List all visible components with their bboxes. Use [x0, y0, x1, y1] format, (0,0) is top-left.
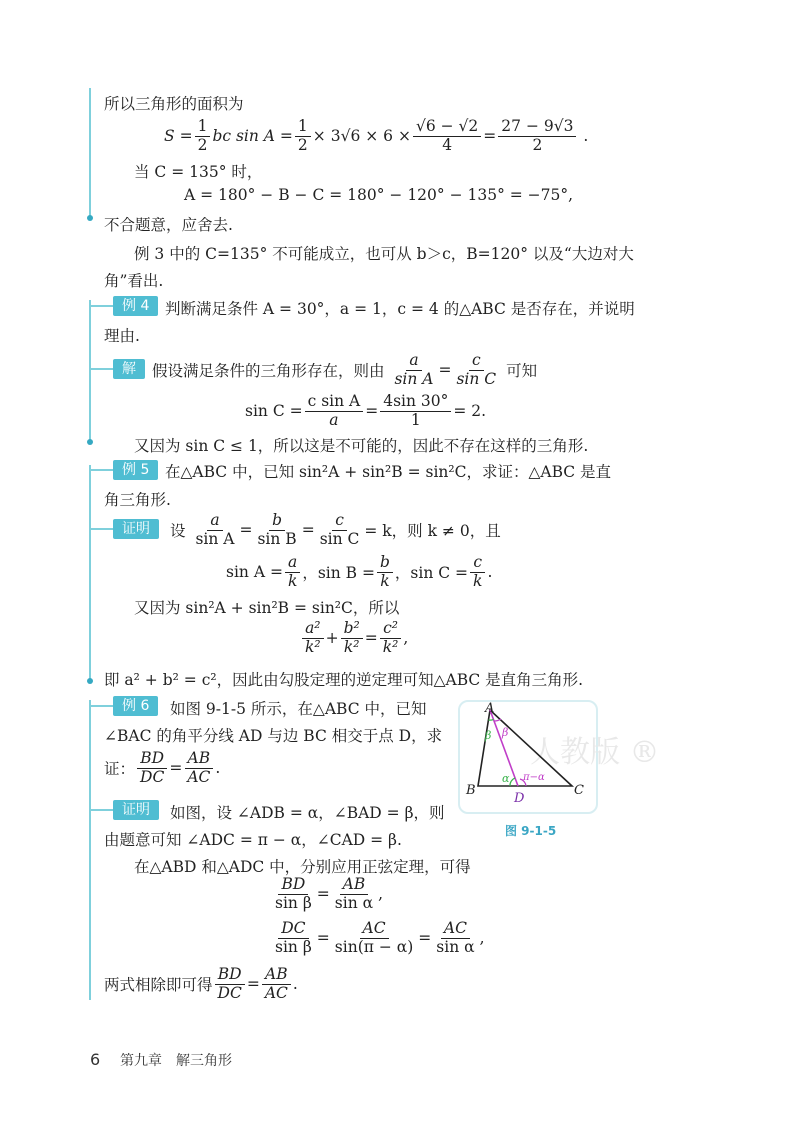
proof-formula: $\frac{DC}{\text{sin β}}$ = $\frac{AC}{\sin(\pi - \alpha)}$ = $\frac{AC}{\text{sin α}}$ ,: [270, 920, 485, 957]
denominator: sin β: [275, 893, 312, 912]
proof-formula: $\frac{\text{a²}}{\text{k²}}$ + $\frac{\text{b²}}{\text{k²}}$ = $\frac{\text{c²}}{\text{k²}}$ ,: [300, 620, 408, 657]
fraction: [302, 620, 324, 657]
fraction: [184, 750, 213, 787]
numerator: b: [269, 512, 285, 531]
question-formula: 证： $\frac{BD}{DC}$ = $\frac{AB}{AC}$ .: [104, 749, 221, 786]
text-line: 如图，设 ∠ADB = α，∠BAD = β，则: [170, 804, 445, 822]
formula-part: × 3: [312, 127, 341, 146]
numerator: c sin A: [305, 393, 364, 412]
denominator: sin α: [436, 937, 475, 956]
figure-9-1-5: [458, 700, 660, 814]
denominator: 2: [532, 135, 543, 154]
text-line: 在△ABC 中，已知 sin²A + sin²B = sin²C，求证：△ABC 是直: [165, 463, 612, 481]
text-line: 由题意可知 ∠ADC = π − α，∠CAD = β.: [104, 831, 402, 849]
tag-connector: [91, 305, 113, 307]
text: ，sin C =: [394, 564, 469, 583]
formula-part: × 6 ×: [365, 127, 411, 146]
fraction: [380, 620, 402, 657]
fraction: [391, 352, 436, 389]
numerator: AB: [340, 876, 369, 895]
numerator: c²: [380, 620, 401, 639]
text-line: 又因为 sin C ≤ 1，所以这是不可能的，因此不存在这样的三角形.: [134, 437, 589, 455]
fraction: [254, 512, 299, 549]
formula-part: =: [483, 127, 497, 146]
triangle-diagram: [460, 701, 660, 812]
numerator: AB: [262, 966, 291, 985]
margin-dot: [87, 678, 93, 684]
denominator: k: [380, 571, 390, 590]
text-line: 在△ABD 和△ADC 中，分别应用正弦定理，可得: [134, 858, 471, 876]
numerator: √6 − √2: [413, 118, 481, 137]
denominator: k²: [382, 637, 399, 656]
text-line: 如图 9-1-5 所示，在△ABC 中，已知: [170, 700, 427, 718]
denominator: sin(π − α): [334, 937, 414, 956]
vertex-c-label: C: [574, 783, 584, 798]
angle-alpha-label: α: [502, 772, 510, 785]
text-line: 理由.: [104, 327, 140, 345]
fraction: [215, 966, 245, 1003]
solution-line: 假设满足条件的三角形存在，则由 $\frac{a}{\text{sin A}}$ = $\frac{c}{\text{sin C}}$ 可知: [152, 351, 538, 388]
angle-beta-label: β: [485, 729, 492, 742]
conclusion-line: 两式相除即可得 $\frac{BD}{DC}$ = $\frac{AB}{AC}$ .: [104, 965, 298, 1002]
denominator: AC: [187, 767, 211, 786]
numerator: c: [470, 554, 485, 573]
vertex-a-label: A: [485, 701, 495, 716]
text: 假设满足条件的三角形存在，则由: [152, 362, 385, 381]
watermark: 人教版 ®: [530, 735, 660, 770]
formula-part: S: [164, 127, 175, 146]
example-6-tag: 例 6: [113, 696, 158, 716]
margin-line-ex5: [89, 465, 91, 681]
numerator: a: [406, 352, 421, 371]
denominator: 4: [442, 135, 453, 154]
proof-formula: sin A = $\frac{a}{k}$ ，sin B = $\frac{b}{k}$ ，sin C = $\frac{c}{k}$ .: [226, 553, 493, 590]
numerator: AC: [441, 920, 470, 939]
numerator: a: [207, 512, 222, 531]
text-line: 不合题意，应舍去.: [104, 216, 233, 234]
text-line: 例 3 中的 C=135° 不可能成立，也可从 b＞c，B=120° 以及“大边对大: [134, 245, 634, 263]
margin-line-top: [89, 88, 91, 218]
denominator: AC: [264, 983, 288, 1002]
denominator: k²: [305, 637, 321, 656]
proof-formula: $\frac{BD}{\text{sin β}}$ = $\frac{AB}{\text{sin α}}$ ,: [270, 876, 383, 913]
solution-formula: sin C = $\frac{\text{c sin A}}{a}$ = $\frac{4\sin 30^\circ}{1}$ = 2.: [245, 392, 487, 429]
fraction: [285, 554, 300, 591]
numerator: BD: [215, 966, 245, 985]
numerator: BD: [137, 750, 167, 769]
angle-beta-label: β: [502, 726, 509, 739]
fraction: [433, 920, 477, 957]
denominator: a: [329, 410, 339, 429]
fraction: [341, 620, 363, 657]
fraction: [413, 118, 481, 155]
fraction: [262, 966, 291, 1003]
text-line: 角”看出.: [104, 272, 164, 290]
denominator: k²: [343, 637, 360, 656]
text: 设: [170, 522, 186, 541]
angle-arc-beta: [489, 720, 494, 721]
fraction: [332, 920, 416, 957]
text: = 2.: [453, 402, 487, 421]
denominator: k: [473, 571, 483, 590]
fraction: [332, 876, 376, 913]
numerator: c: [332, 512, 347, 531]
denominator: DC: [217, 983, 242, 1002]
page-number: 6: [90, 1050, 101, 1069]
fraction: [305, 393, 364, 430]
numerator: DC: [278, 920, 308, 939]
chapter-title: 第九章 解三角形: [120, 1053, 232, 1069]
text: 两式相除即可得: [104, 976, 213, 995]
denominator: sin A: [195, 529, 235, 548]
numerator: 1: [195, 118, 211, 137]
area-formula: S = $\frac{1}{2}$ bc sin A = $\frac{1}{2}$ × 3 √6 × 6 × $\frac{√6 - √2}{4}$ = $\frac{27 - 9√3}{2}$ .: [164, 117, 589, 154]
denominator: 2: [197, 135, 208, 154]
margin-line-ex4: [89, 300, 91, 442]
margin-dot: [87, 439, 93, 445]
fraction: [195, 118, 211, 155]
text-line: ∠BAC 的角平分线 AD 与边 BC 相交于点 D，求: [104, 727, 443, 745]
fraction: [295, 118, 311, 155]
fraction: [380, 393, 451, 430]
text: = k，则 k ≠ 0，且: [364, 522, 501, 541]
formula-part: bc sin A: [212, 127, 275, 146]
numerator: AB: [185, 750, 214, 769]
denominator: sin β: [275, 937, 312, 956]
text: sin C =: [245, 402, 303, 421]
text: 可知: [506, 362, 538, 381]
denominator: sin B: [257, 529, 297, 548]
margin-line-ex6: [89, 700, 91, 1000]
text-line: A = 180° − B − C = 180° − 120° − 135° = −75°,: [184, 186, 574, 204]
denominator: sin C: [319, 529, 360, 548]
formula-part: √6: [340, 127, 361, 146]
text-line: 所以三角形的面积为: [104, 95, 244, 113]
proof-tag: 证明: [113, 519, 159, 539]
tag-connector: [91, 809, 113, 811]
solution-tag: 解: [113, 359, 145, 379]
fraction: [317, 512, 363, 549]
denominator: sin A: [394, 369, 434, 388]
numerator: 27 − 9√3: [498, 118, 576, 137]
text: 证：: [104, 760, 136, 779]
fraction: [470, 554, 485, 591]
vertex-b-label: B: [466, 783, 476, 798]
numerator: 4sin 30°: [380, 393, 451, 412]
angle-arc-alpha: [510, 778, 515, 786]
tag-connector: [91, 528, 113, 530]
text: sin A =: [226, 563, 283, 582]
numerator: a²: [302, 620, 323, 639]
numerator: BD: [278, 876, 308, 895]
formula-part: =: [179, 127, 193, 146]
figure-caption: 图 9-1-5: [505, 824, 557, 838]
denominator: 2: [297, 135, 308, 154]
denominator: k: [287, 571, 298, 590]
fraction: [498, 118, 576, 155]
denominator: DC: [140, 767, 165, 786]
fraction: [272, 920, 315, 957]
proof-tag: 证明: [113, 800, 159, 820]
denominator: sin α: [334, 893, 374, 912]
point-d-label: D: [514, 791, 525, 806]
text-line: 即 a² + b² = c²，因此由勾股定理的逆定理可知△ABC 是直角三角形.: [104, 671, 584, 689]
numerator: a: [285, 554, 300, 573]
fraction: [377, 554, 393, 591]
tag-connector: [91, 469, 113, 471]
angle-arc-beta: [494, 719, 501, 721]
proof-line: 设 $\frac{a}{\text{sin A}}$ = $\frac{b}{\text{sin B}}$ = $\frac{c}{\text{sin C}}$ = k，则 k ≠ 0，且: [170, 511, 501, 548]
numerator: b: [377, 554, 393, 573]
margin-dot: [87, 215, 93, 221]
fraction: [137, 750, 167, 787]
tag-connector: [91, 368, 113, 370]
formula-part: =: [279, 127, 293, 146]
numerator: b²: [341, 620, 363, 639]
text-line: 又因为 sin²A + sin²B = sin²C，所以: [134, 599, 400, 617]
text-line: 判断满足条件 A = 30°，a = 1，c = 4 的△ABC 是否存在，并说明: [165, 300, 635, 318]
text-line: 角三角形.: [104, 491, 171, 509]
numerator: 1: [295, 118, 311, 137]
angle-pi-alpha-label: π−α: [523, 772, 545, 783]
example-5-tag: 例 5: [113, 460, 158, 480]
denominator: 1: [410, 410, 421, 429]
text-line: 当 C = 135° 时，: [134, 163, 263, 181]
tag-connector: [91, 705, 113, 707]
numerator: c: [469, 352, 484, 371]
numerator: AC: [360, 920, 389, 939]
denominator: sin C: [456, 369, 497, 388]
text: ，sin B =: [302, 564, 375, 583]
example-4-tag: 例 4: [113, 296, 158, 316]
fraction: [272, 876, 315, 913]
fraction: [453, 352, 499, 389]
fraction: [192, 512, 237, 549]
